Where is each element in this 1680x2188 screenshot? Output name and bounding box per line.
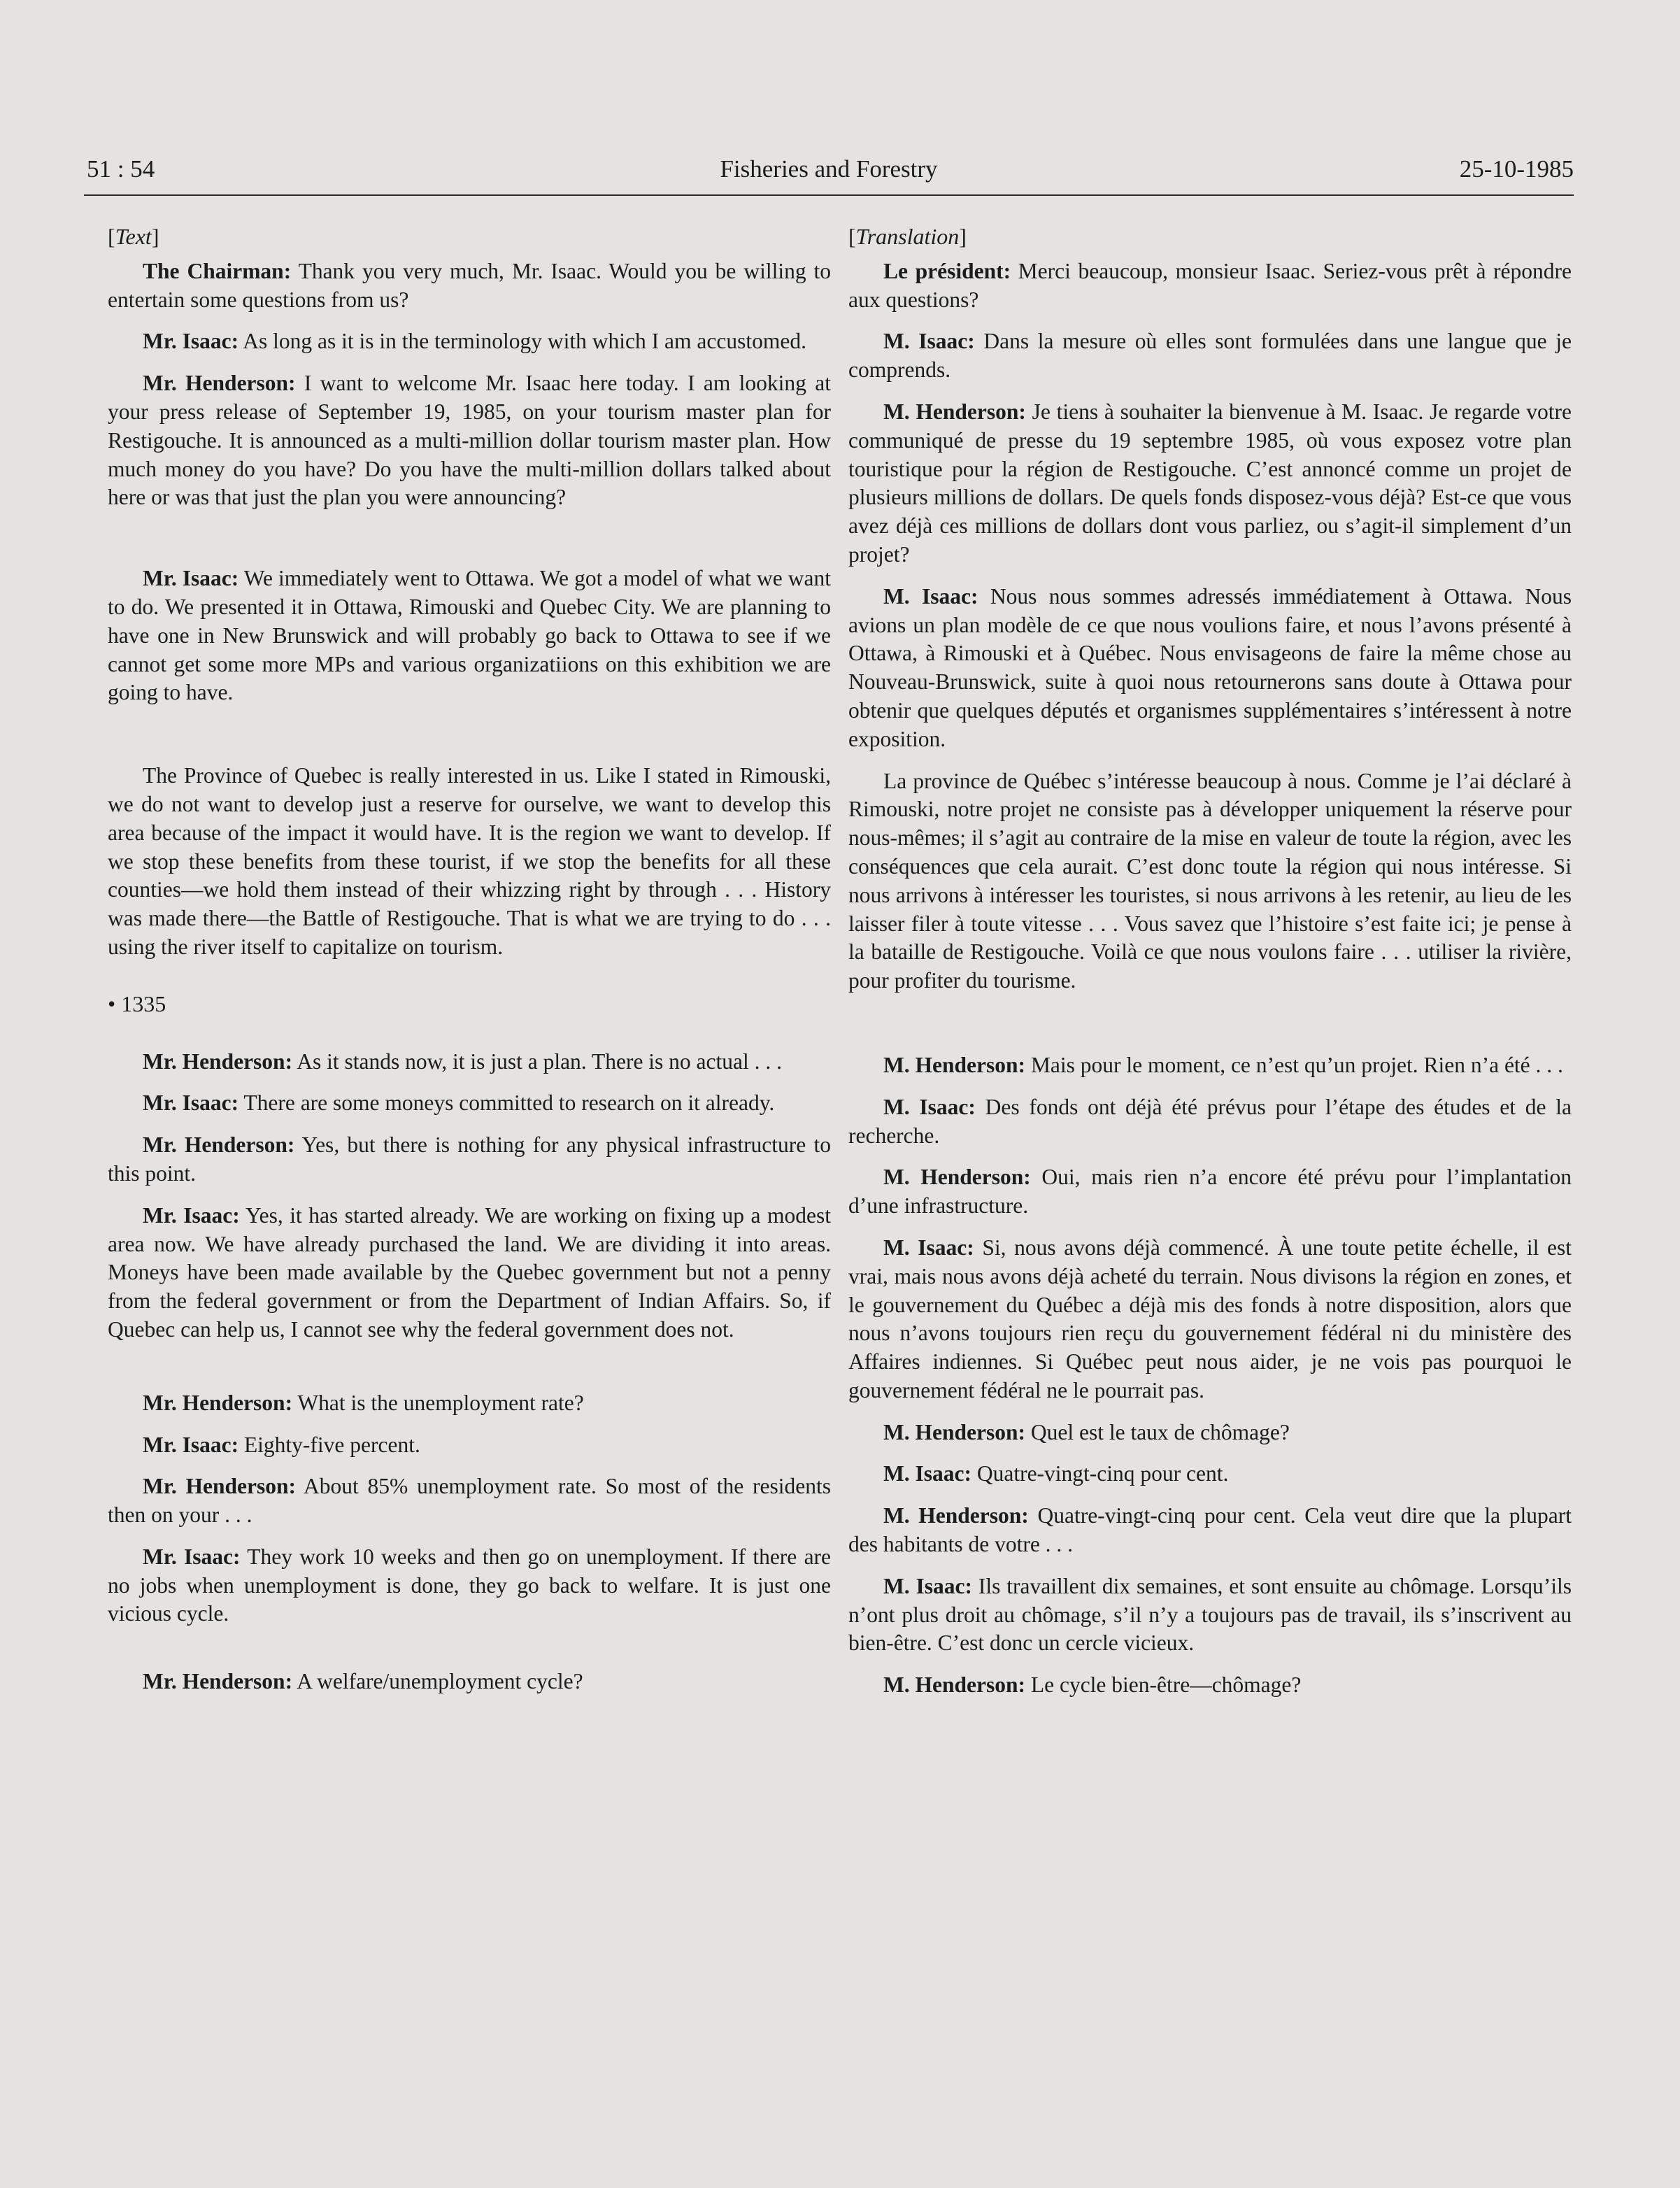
speaker: Mr. Henderson: (143, 1049, 293, 1074)
speech-text: Yes, it has started already. We are working on fixing up a modest area now. We have already purchased the land. We are dividing it into areas. Moneys have been made available by the Quebec government but not a penny from the federal government or from the Department of Indian Affairs. So, if Quebec can help us, I cannot see why the federal government does not. (108, 1202, 831, 1342)
speech-text: They work 10 weeks and then go on unemployment. If there are no jobs when unemployment is done, they go back to welfare. It is just one vicious cycle. (108, 1544, 832, 1626)
speech-block (108, 564, 831, 707)
speech-block (108, 1131, 831, 1188)
speech-text: About 85% unemployment rate. So most of the residents then on your . . . (108, 1474, 832, 1528)
speaker: Le président: (883, 258, 1011, 283)
speech-block (848, 1572, 1572, 1658)
speech-text: La province de Québec s’intéresse beaucoup à nous. Comme je l’ai déclaré à Rimouski, notre projet ne consiste pas à développer uniquement la réserve pour nous-mêmes; il s’agit au contraire de la mise en valeur de toute la région, avec les conséquences que cela aurait. C’est donc toute la région qui nous intéresse. Si nous arrivons à intéresser les touristes, si nous arrivons à les retenir, au lieu de les laisser filer à toute vitesse . . . Vous savez que l’histoire s’est faite ici; je pense à la bataille de Restigouche. Voilà ce que nous voulons faire . . . utiliser la rivière, pour profiter du tourisme. (848, 768, 1572, 993)
speech-text: The Province of Quebec is really interested in us. Like I stated in Rimouski, we do not want to develop just a reserve for ourselve, we want to develop this area because of the impact it would have. It is the region we want to develop. If we stop these benefits from these tourist, if we stop the benefits for all these counties—we hold them instead of their whizzing right by through . . . History was made there—the Battle of Restigouche. That is what we are trying to do . . . using the river itself to capitalize on tourism. (108, 763, 831, 959)
speaker: Mr. Henderson: (143, 371, 296, 396)
speech-block (848, 1502, 1572, 1559)
speech-text: As long as it is in the terminology with which I am accustomed. (243, 329, 806, 354)
speech-text: Nous nous sommes adressés immédiatement à Ottawa. Nous avions un plan modèle de ce que nous voulions faire, et nous l’avons présenté à Ottawa, à Rimouski et à Québec. Nous envisageons de faire la même chose au Nouveau-Brunswick, suite à quoi nous retournerons sans doute à Ottawa pour obtenir que quelques députés et organismes supplémentaires s’intéressent à notre exposition. (848, 583, 1572, 751)
language-tag: [Text] (108, 224, 159, 249)
speech-text: There are some moneys committed to research on it already. (243, 1091, 775, 1116)
speaker: M. Isaac: (883, 1094, 976, 1119)
page-number: 51 : 54 (87, 155, 155, 183)
speech-text: Quatre-vingt-cinq pour cent. Cela veut dire que la plupart des habitants de votre . . . (848, 1503, 1572, 1557)
speech-block (848, 1093, 1572, 1151)
speaker: M. Henderson: (883, 1419, 1025, 1444)
speaker: Mr. Isaac: (143, 1432, 239, 1457)
speech-block (108, 1543, 831, 1628)
speech-text: Le cycle bien-être—chômage? (1030, 1672, 1302, 1698)
speaker: M. Isaac: (883, 329, 975, 354)
english-column (108, 222, 831, 1710)
speech-block (108, 1389, 831, 1418)
speech-block (848, 1163, 1572, 1221)
speech-block (108, 762, 831, 962)
speech-block (108, 369, 831, 512)
speaker: Mr. Isaac: (143, 1202, 240, 1228)
speaker: M. Henderson: (883, 1672, 1025, 1698)
speech-block (108, 1048, 831, 1077)
speaker: M. Isaac: (883, 1461, 971, 1486)
speech-text: Mais pour le moment, ce n’est qu’un projet. Rien n’a été . . . (1030, 1052, 1563, 1077)
speech-text: Je tiens à souhaiter la bienvenue à M. Isaac. Je regarde votre communiqué de presse du 19 septembre 1985, où vous exposez votre plan touristique pour la région de Restigouche. C’est annoncé comme un projet de plusieurs millions de dollars. De quels fonds disposez-vous déjà? Est-ce que vous avez déjà ces millions de dollars dont vous parliez, ou s’agit-il simplement d’un projet? (848, 399, 1572, 567)
speaker: Mr. Henderson: (143, 1474, 296, 1499)
speaker: Mr. Isaac: (143, 1544, 241, 1569)
speaker: Mr. Henderson: (143, 1390, 293, 1415)
speaker: Mr. Isaac: (143, 1091, 239, 1116)
speech-text: Quel est le taux de chômage? (1030, 1419, 1290, 1444)
language-tag: [Translation] (848, 224, 967, 249)
speaker: M. Henderson: (883, 399, 1026, 424)
speech-block (848, 767, 1572, 995)
speech-text: Si, nous avons déjà commencé. À une toute petite échelle, il est vrai, mais nous avons déjà acheté du terrain. Nous divisons la région en zones, et le gouvernement du Québec a déjà mis des fonds à notre disposition, alors que nous n’avons toujours rien reçu du gouvernement fédéral ni du ministère des Affaires indiennes. Si Québec peut nous aider, je ne vois pas pourquoi le gouvernement fédéral ne le pourrait pas. (848, 1235, 1572, 1402)
speech-block (848, 398, 1572, 569)
speech-text: What is the unemployment rate? (297, 1390, 584, 1415)
speech-block (848, 327, 1572, 385)
speech-text: I want to welcome Mr. Isaac here today. I am looking at your press release of September 19, 1985, on your tourism master plan for Restigouche. It is announced as a multi-million dollar tourism master plan. How much money do you have? Do you have the multi-million dollars talked about here or was that just the plan you were announcing? (108, 371, 832, 510)
speech-block (848, 1234, 1572, 1405)
speech-text: As it stands now, it is just a plan. There is no actual . . . (297, 1049, 783, 1074)
speaker: M. Isaac: (883, 1573, 972, 1598)
speech-block (108, 1089, 831, 1118)
session-date: 25-10-1985 (1459, 155, 1574, 183)
speech-block (108, 257, 831, 315)
speech-block (108, 1668, 831, 1696)
running-header (84, 155, 1574, 196)
speaker: Mr. Henderson: (143, 1669, 293, 1694)
speech-block (108, 1202, 831, 1344)
speech-text: Thank you very much, Mr. Isaac. Would you be willing to entertain some questions from us? (108, 258, 832, 312)
speaker: The Chairman: (143, 258, 292, 283)
speech-block (848, 1671, 1572, 1700)
speaker: M. Isaac: (883, 1235, 974, 1260)
time-marker: • 1335 (108, 990, 166, 1016)
speech-text: Quatre-vingt-cinq pour cent. (976, 1461, 1229, 1486)
speech-text: Dans la mesure où elles sont formulées dans une langue que je comprends. (848, 329, 1572, 383)
speech-text: Oui, mais rien n’a encore été prévu pour l’implantation d’une infrastructure. (848, 1165, 1572, 1219)
speech-text: Eighty-five percent. (243, 1432, 420, 1457)
speech-block (108, 327, 831, 356)
speech-block (848, 583, 1572, 754)
speaker: Mr. Isaac: (143, 566, 239, 591)
speech-block (848, 1051, 1572, 1080)
speech-block (848, 257, 1572, 315)
speech-text: Merci beaucoup, monsieur Isaac. Seriez-vous prêt à répondre aux questions? (848, 258, 1572, 312)
speech-block (108, 1472, 831, 1530)
speech-text: Yes, but there is nothing for any physical infrastructure to this point. (108, 1132, 831, 1186)
speaker: Mr. Henderson: (143, 1132, 295, 1158)
speaker: Mr. Isaac: (143, 329, 239, 354)
speech-text: Des fonds ont déjà été prévus pour l’étape des études et de la recherche. (848, 1094, 1572, 1148)
speaker: M. Isaac: (883, 583, 978, 609)
speech-text: Ils travaillent dix semaines, et sont ensuite au chômage. Lorsqu’ils n’ont plus droit au chômage, s’il n’y a toujours pas de travail, ils s’inscrivent au bien-être. C’est donc un cercle vicieux. (848, 1573, 1572, 1656)
speech-text: A welfare/unemployment cycle? (297, 1669, 583, 1694)
french-column (848, 222, 1572, 1713)
speech-block (848, 1460, 1572, 1489)
speech-block (848, 1419, 1572, 1447)
speaker: M. Henderson: (883, 1503, 1029, 1528)
speech-block (108, 1431, 831, 1460)
speaker: M. Henderson: (883, 1165, 1031, 1190)
speech-text: We immediately went to Ottawa. We got a model of what we want to do. We presented it in Ottawa, Rimouski and Quebec City. We are planning to have one in New Brunswick and will probably go back to Ottawa to see if we cannot get some more MPs and various organizatiions on this exhibition we are going to have. (108, 566, 831, 705)
committee-title: Fisheries and Forestry (720, 155, 938, 183)
speaker: M. Henderson: (883, 1052, 1025, 1077)
